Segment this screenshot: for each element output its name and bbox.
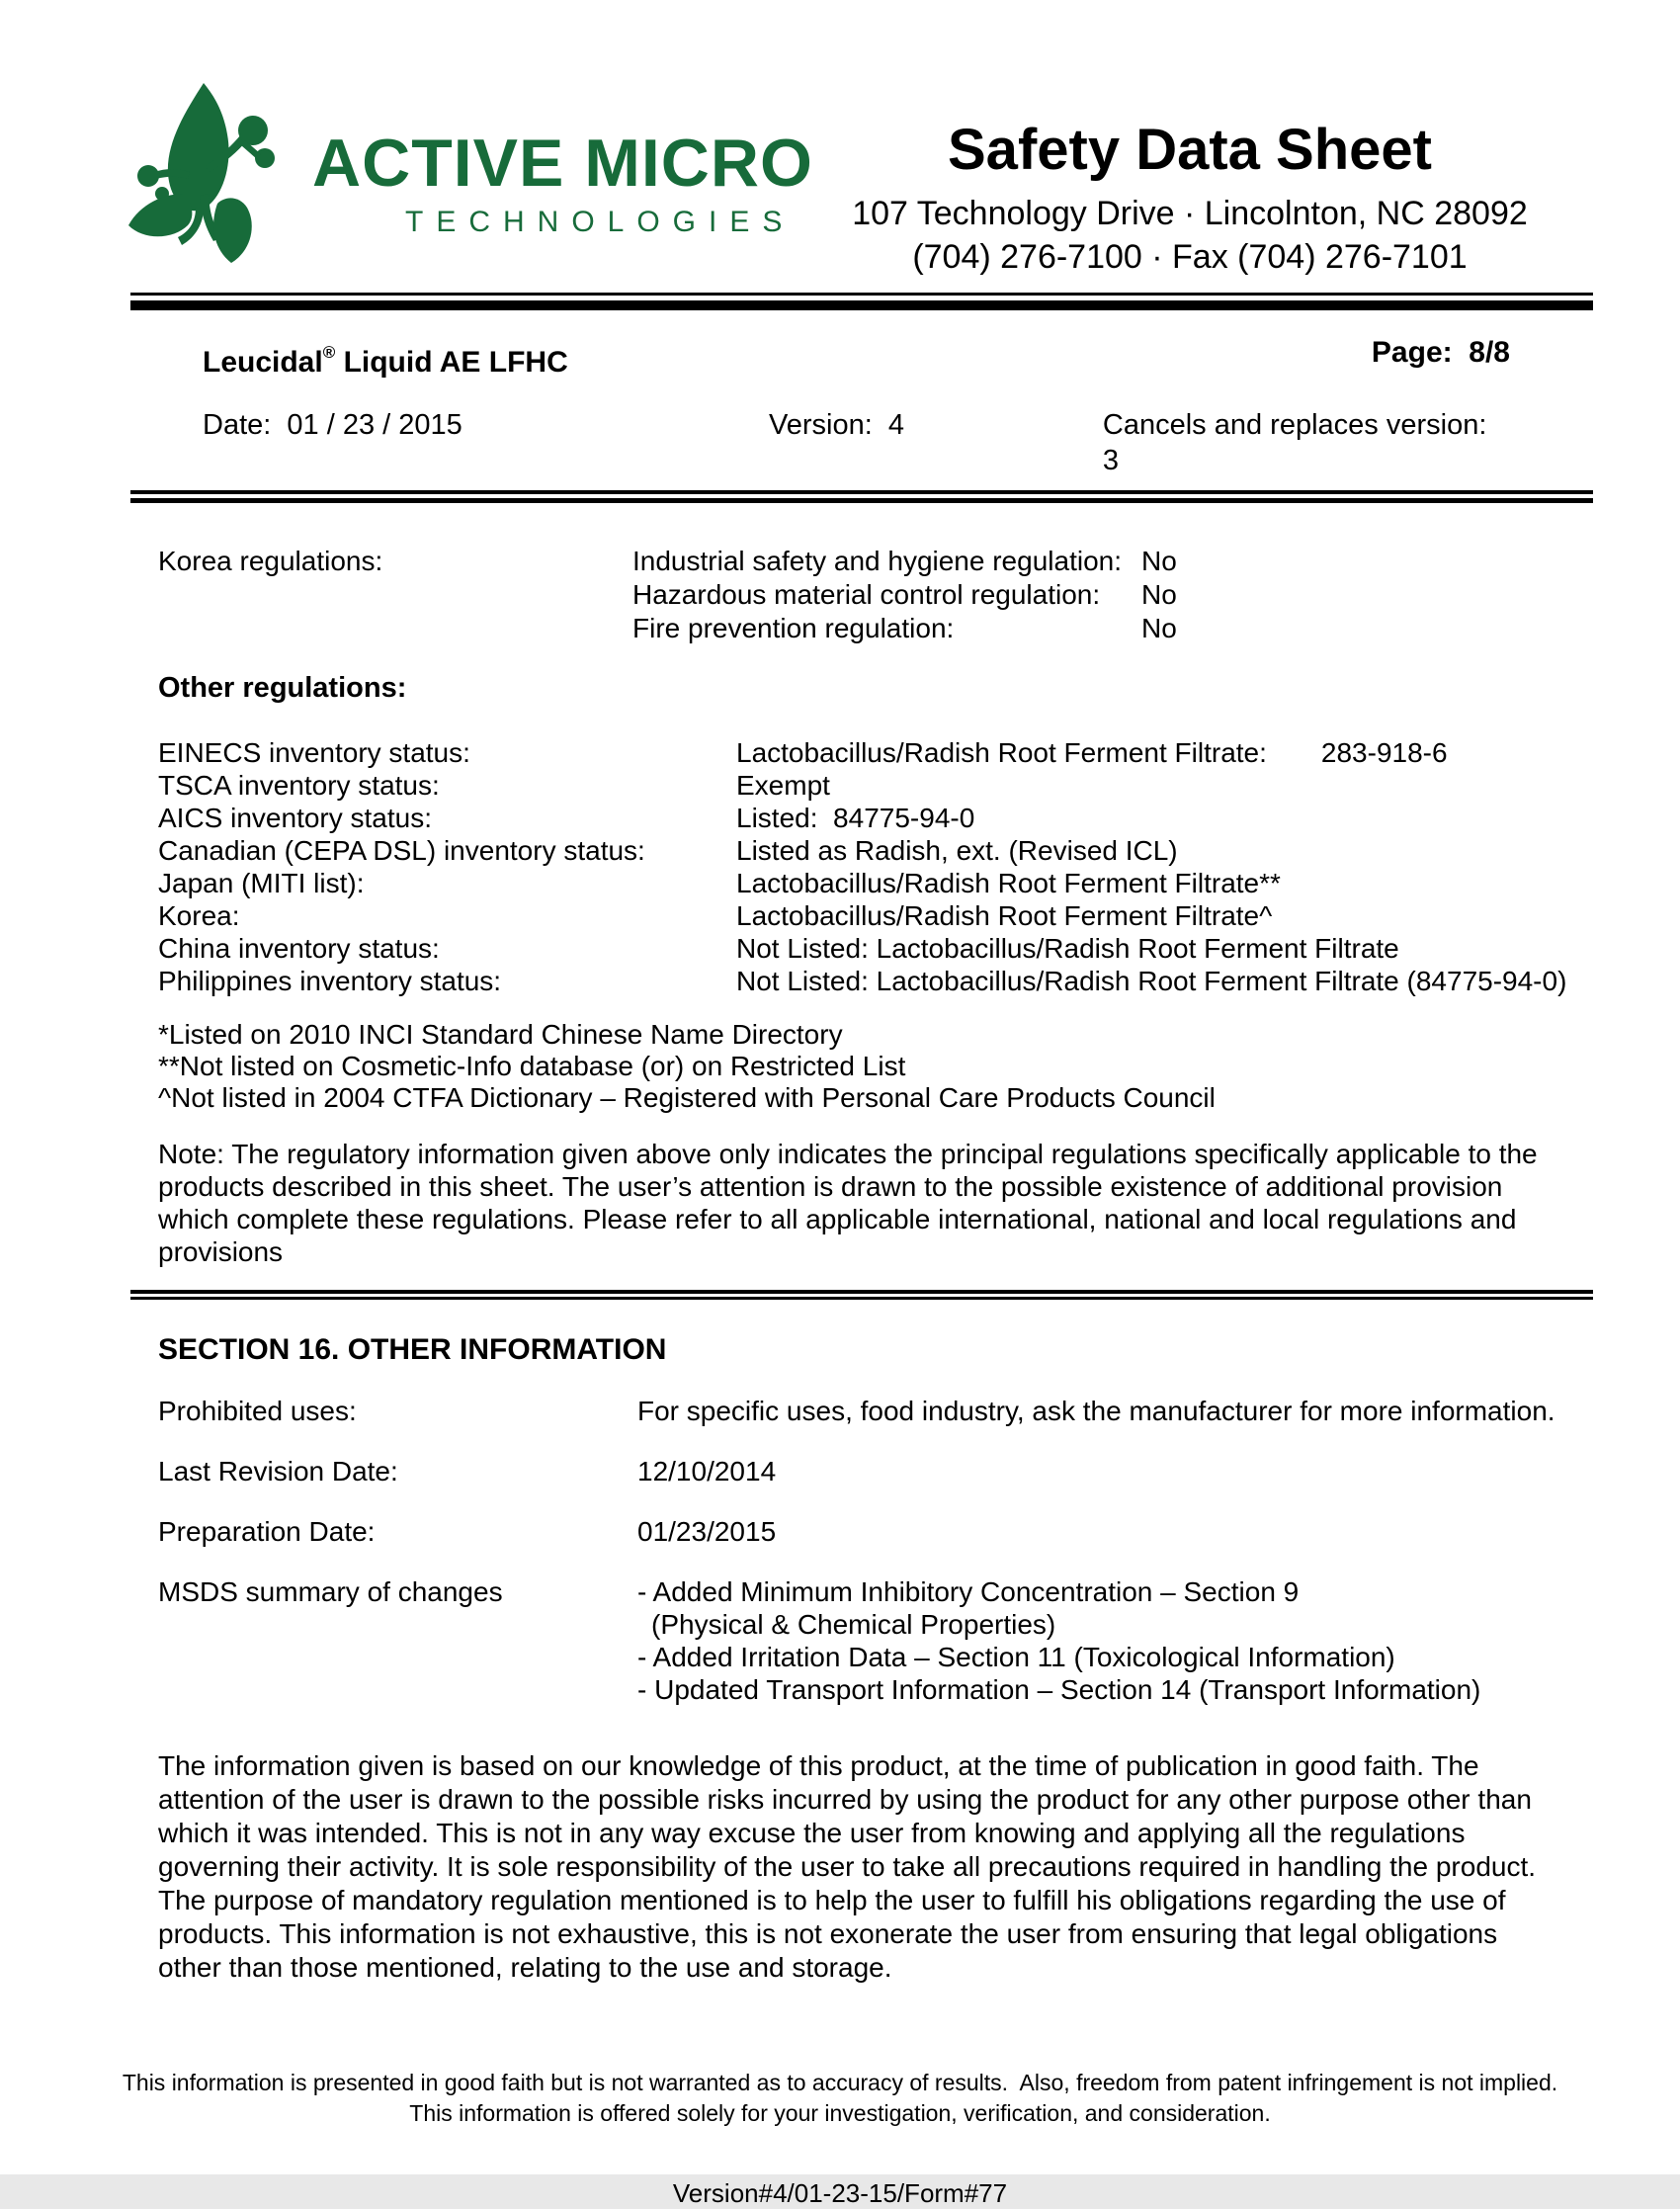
regulation-row: Hazardous material control regulation: No xyxy=(632,579,1177,611)
address-line-2: (704) 276-7100 · Fax (704) 276-7101 xyxy=(912,237,1468,276)
inventory-value: Lactobacillus/Radish Root Ferment Filtrate^ xyxy=(736,900,1273,932)
footnote: *Listed on 2010 INCI Standard Chinese Name Directory xyxy=(158,1019,843,1051)
page-number: Page: 8/8 xyxy=(1371,336,1510,370)
leaf-logo-icon xyxy=(128,83,275,263)
preparation-date-row: Preparation Date: 01/23/2015 xyxy=(158,1516,777,1548)
registered-trademark: ® xyxy=(322,343,336,363)
regulation-value: No xyxy=(1141,546,1177,577)
korea-regulations-label: Korea regulations: xyxy=(158,546,383,577)
msds-change-list xyxy=(637,1575,1480,1706)
inventory-row: AICS inventory status: Listed: 84775-94-0 xyxy=(158,803,975,834)
inventory-value: Listed as Radish, ext. (Revised ICL) xyxy=(736,835,1178,867)
disclaimer-paragraph: The information given is based on our knowledge of this product, at the time of publication in good faith. The attention of the user is drawn to the possible risks incurred by using the product for any other purpose other than which it was intended. This is not in any way excuse the user from knowing and applying all the regulations governing their activity. It is sole responsibility of the user to take all precautions required in handling the product. The purpose of mandatory regulation mentioned is to help the user to fulfill his obligations regarding the use of products. This information is not exhaustive, this is not exonerate the user from ensuring that legal obligations other than those mentioned, relating to the use and storage. xyxy=(158,1750,1544,1984)
inventory-value: Not Listed: Lactobacillus/Radish Root Ferment Filtrate (84775-94-0) xyxy=(736,966,1567,997)
company-logo xyxy=(126,77,813,279)
inventory-value: Exempt xyxy=(736,770,830,802)
cancels-replaces-version: Cancels and replaces version: 3 xyxy=(1102,409,1503,477)
einecs-number: 283-918-6 xyxy=(1320,737,1448,769)
korea-regulations-rows xyxy=(632,545,1177,645)
msds-change-item: - Added Irritation Data – Section 11 (Toxicological Information) xyxy=(637,1642,1395,1673)
msds-change-item: (Physical & Chemical Properties) xyxy=(651,1609,1056,1641)
regulation-value: No xyxy=(1141,613,1177,644)
footer-version-stamp: Version#4/01-23-15/Form#77 xyxy=(672,2178,1008,2209)
last-revision-date-value: 12/10/2014 xyxy=(637,1456,777,1487)
other-regulations-heading: Other regulations: xyxy=(158,672,407,705)
msds-change-item: - Added Minimum Inhibitory Concentration – Section 9 xyxy=(637,1576,1300,1608)
section-divider xyxy=(130,1290,1593,1300)
document-title: Safety Data Sheet xyxy=(948,118,1432,182)
footnote: ^Not listed in 2004 CTFA Dictionary – Registered with Personal Care Products Council xyxy=(158,1082,1216,1114)
product-info-row xyxy=(203,334,1510,382)
inventory-row: Philippines inventory status: Not Listed: Lactobacillus/Radish Root Ferment Filtrate (84775-94-0) xyxy=(158,966,1567,997)
footer-line-2: This information is offered solely for your investigation, verification, and consideration. xyxy=(409,2100,1271,2127)
msds-summary-row xyxy=(158,1575,1591,1706)
regulatory-note: Note: The regulatory information given above only indicates the principal regulations specifically applicable to the products described in this sheet. The user’s attention is drawn to the possible existence of additional provision which complete these regulations. Please refer to all applicable international, national and local regulations and provisions xyxy=(158,1139,1546,1268)
korea-regulations-block xyxy=(158,545,1591,645)
regulation-value: No xyxy=(1141,579,1177,611)
inventory-row: TSCA inventory status: Exempt xyxy=(158,770,830,802)
inventory-row: Korea: Lactobacillus/Radish Root Ferment Filtrate^ xyxy=(158,900,1273,932)
inventory-status-list xyxy=(158,736,1591,997)
version-info-row xyxy=(203,407,1510,478)
active-micro-logo xyxy=(126,77,813,267)
msds-summary-label: MSDS summary of changes xyxy=(158,1576,503,1608)
prohibited-uses-row: Prohibited uses: For specific uses, food industry, ask the manufacturer for more information. xyxy=(158,1396,1555,1427)
product-name: Leucidal® Liquid AE LFHC xyxy=(203,343,568,380)
document-version: Version: 4 xyxy=(768,409,905,442)
footer-line-1: This information is presented in good faith but is not warranted as to accuracy of results. Also, freedom from patent infringement is not implied. xyxy=(122,2070,1558,2096)
preparation-date-value: 01/23/2015 xyxy=(637,1516,777,1548)
company-address xyxy=(784,193,1596,279)
logo-wordmark: ACTIVE MICRO xyxy=(312,126,813,201)
inventory-value: Listed: 84775-94-0 xyxy=(736,803,975,834)
header-divider xyxy=(130,293,1593,310)
prohibited-uses-value: For specific uses, food industry, ask the manufacturer for more information. xyxy=(637,1396,1555,1427)
regulation-row: Fire prevention regulation: No xyxy=(632,613,1177,644)
inventory-value: Lactobacillus/Radish Root Ferment Filtrate: xyxy=(736,737,1267,769)
inventory-value: Not Listed: Lactobacillus/Radish Root Ferment Filtrate xyxy=(736,933,1399,965)
inventory-value: Lactobacillus/Radish Root Ferment Filtrate** xyxy=(736,868,1281,899)
footnote: **Not listed on Cosmetic-Info database (or) on Restricted List xyxy=(158,1051,906,1082)
logo-subtext: TECHNOLOGIES xyxy=(405,206,796,238)
inventory-row: Canadian (CEPA DSL) inventory status: Listed as Radish, ext. (Revised ICL) xyxy=(158,835,1178,867)
inventory-row: EINECS inventory status: Lactobacillus/Radish Root Ferment Filtrate: 283-918-6 xyxy=(158,737,1448,769)
info-divider xyxy=(130,490,1593,503)
document-header xyxy=(0,0,1680,279)
inventory-footnotes xyxy=(158,1019,1591,1114)
inventory-row: China inventory status: Not Listed: Lactobacillus/Radish Root Ferment Filtrate xyxy=(158,933,1399,965)
regulation-row: Industrial safety and hygiene regulation: No xyxy=(632,546,1177,577)
last-revision-date-row: Last Revision Date: 12/10/2014 xyxy=(158,1456,777,1487)
header-title-block xyxy=(784,77,1596,279)
section-16-heading: SECTION 16. OTHER INFORMATION xyxy=(158,1333,667,1367)
msds-change-item: - Updated Transport Information – Section 14 (Transport Information) xyxy=(637,1674,1481,1706)
document-date: Date: 01 / 23 / 2015 xyxy=(203,409,462,442)
inventory-row: Japan (MITI list): Lactobacillus/Radish Root Ferment Filtrate** xyxy=(158,868,1281,899)
address-line-1: 107 Technology Drive · Lincolnton, NC 28092 xyxy=(852,195,1528,232)
footer-disclaimer xyxy=(89,2068,1591,2129)
